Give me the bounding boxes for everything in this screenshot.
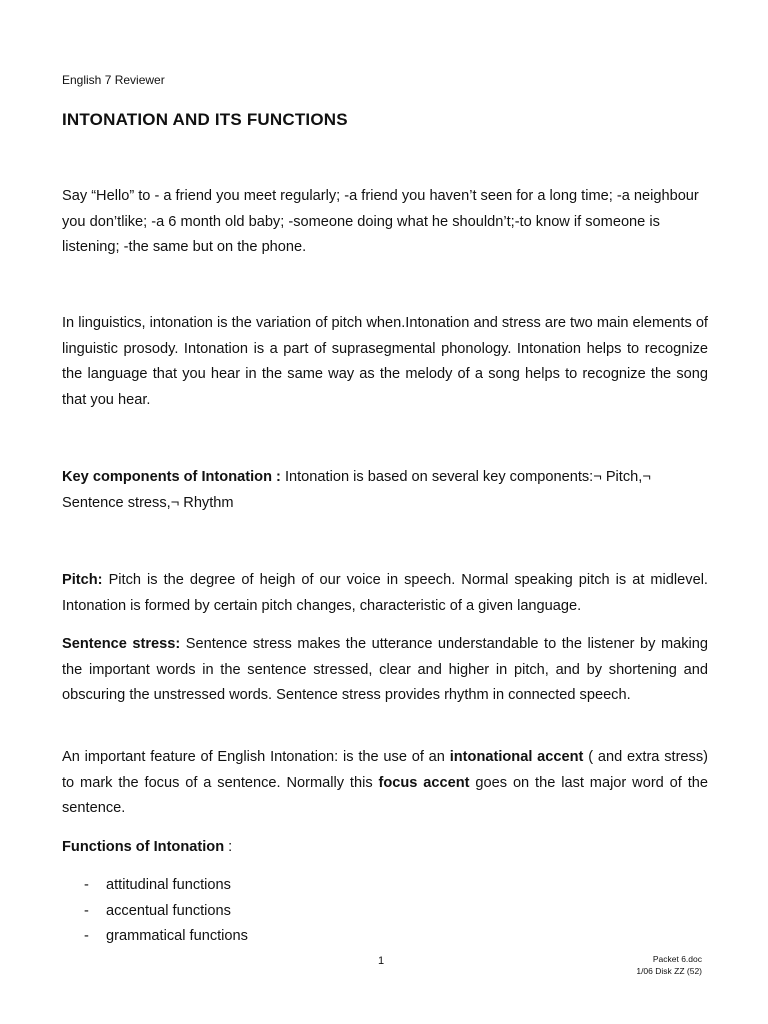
list-item (84, 924, 248, 950)
list-item-text: attitudinal functions (106, 877, 231, 893)
list-dash: - (84, 902, 89, 919)
paragraph-pitch (62, 568, 708, 619)
paragraph-key-components (62, 465, 708, 516)
document-header-label: English 7 Reviewer (62, 73, 165, 87)
list-item (84, 899, 248, 925)
list-item-text: grammatical functions (106, 928, 248, 944)
paragraph-linguistics: In linguistics, intonation is the variation of pitch when.Intonation and stress are two main elements of linguistic prosody. Intonation is a part of suprasegmental phonology. Intonation helps to recognize the language that you hear in the same way as the melody of a song helps to recognize the song that you hear. (62, 315, 708, 408)
functions-heading-colon: : (224, 839, 233, 855)
footer-file-name: Packet 6.doc (652, 954, 702, 964)
sentence-stress-text: Sentence stress makes the utterance understandable to the listener by making the important words in the sentence stressed, clear and higher in pitch, and by shortening and obscuring the unstressed words. Sentence stress provides rhythm in connected speech. (62, 636, 708, 703)
feature-text-2: ( and extra stress) to mark the focus of a sentence. Normally this (62, 749, 708, 791)
paragraph-sentence-stress (62, 632, 708, 709)
functions-heading-label: Functions of Intonation (62, 839, 225, 855)
feature-text-1: An important feature of English Intonation: is the use of an (62, 749, 450, 765)
footer-file-meta: 1/06 Disk ZZ (52) (636, 966, 702, 976)
paragraph-say-hello: Say “Hello” to - a friend you meet regularly; -a friend you haven’t seen for a long time; -a neighbour you don’tlike; -a 6 month old baby; -someone doing what he shouldn’t;-to know if someone is listening; -the same but on the phone. (62, 188, 699, 255)
key-components-text: Intonation is based on several key components:¬ Pitch,¬ Sentence stress,¬ Rhythm (62, 469, 651, 511)
list-item (84, 873, 248, 899)
feature-text-3: goes on the last major word of the sentence. (62, 774, 708, 816)
focus-accent-term: focus accent (378, 774, 470, 791)
footer-meta (632, 953, 702, 977)
list-dash: - (84, 877, 89, 893)
list-dash: - (84, 928, 89, 944)
sentence-stress-label: Sentence stress: (62, 636, 181, 652)
page-number: 1 (378, 955, 385, 967)
functions-list (84, 873, 248, 950)
pitch-label: Pitch: (62, 572, 103, 588)
intonational-accent-term: intonational accent (449, 749, 584, 765)
pitch-text: Pitch is the degree of heigh of our voice in speech. Normal speaking pitch is at midlevel. Intonation is formed by certain pitch changes, characteristic of a given language. (62, 572, 708, 614)
paragraph-intonation-feature (62, 745, 708, 822)
document-title: INTONATION AND ITS FUNCTIONS (62, 110, 348, 129)
key-components-label: Key components of Intonation : (62, 469, 281, 485)
list-item-text: accentual functions (106, 902, 231, 919)
functions-heading (62, 835, 708, 861)
